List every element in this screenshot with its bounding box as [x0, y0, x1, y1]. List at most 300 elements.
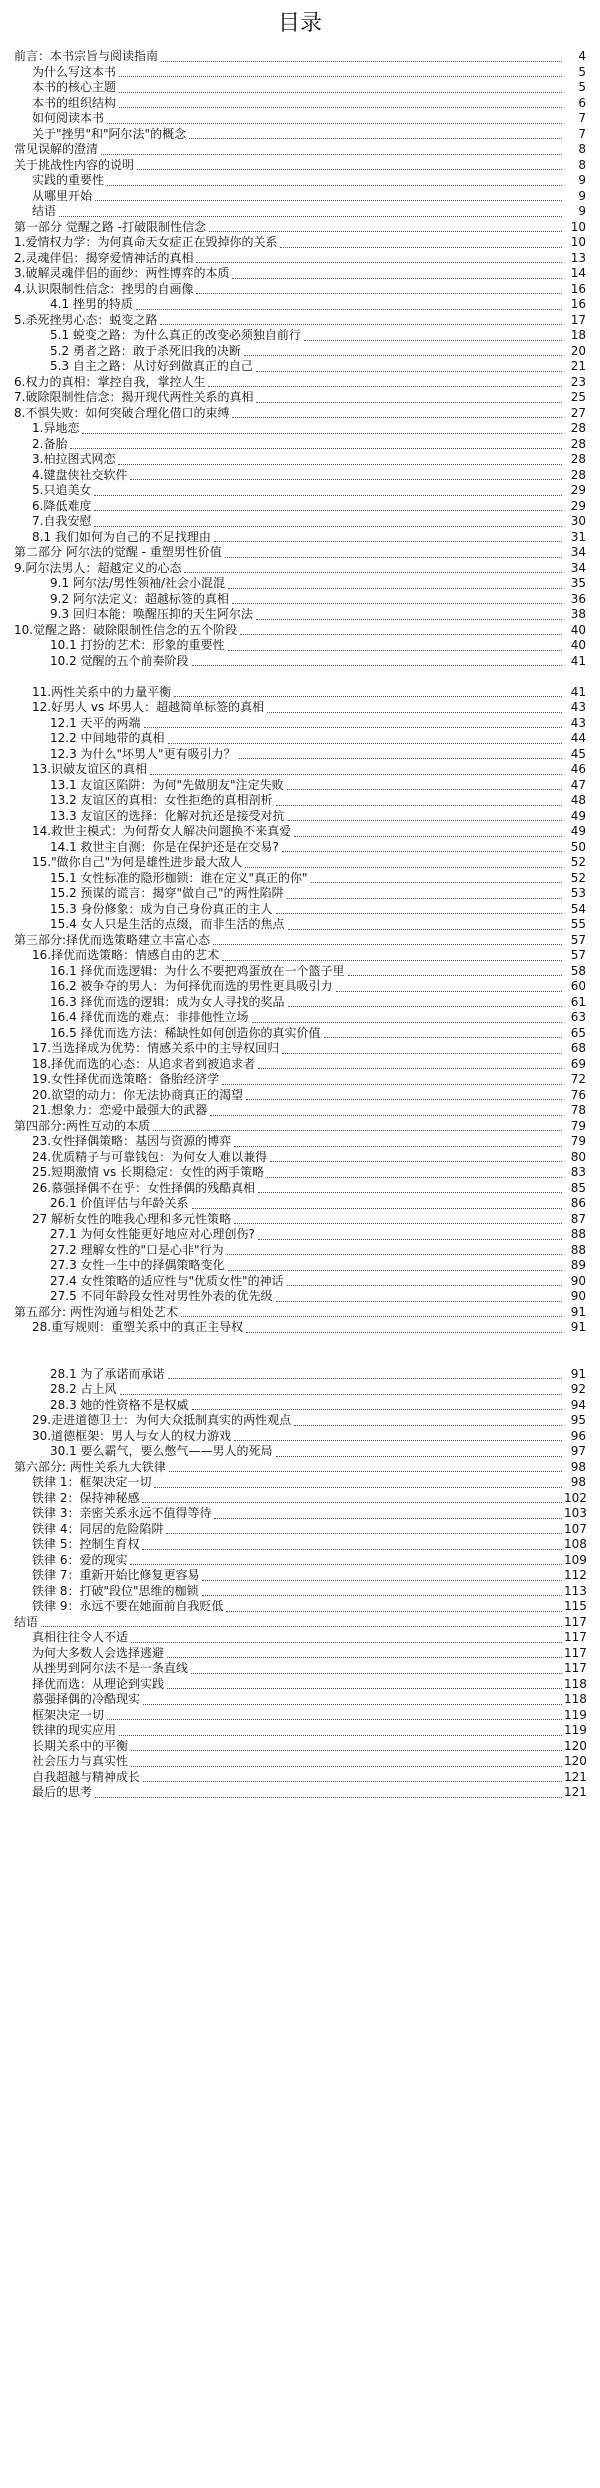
toc-entry-title: 16.1 择优而选逻辑：为什么不要把鸡蛋放在一个篮子里 — [50, 963, 345, 978]
toc-entry-title: 27.2 理解女性的"口是心非"行为 — [50, 1242, 224, 1257]
dot-leader — [256, 619, 562, 620]
toc-entry[interactable] — [0, 452, 600, 468]
dot-leader — [304, 340, 562, 341]
toc-entry-title: 7.自我安慰 — [32, 514, 92, 528]
toc-entry-title: 自我超越与精神成长 — [32, 1769, 141, 1784]
dot-leader — [226, 1611, 562, 1612]
toc-entry[interactable] — [0, 328, 600, 344]
toc-entry[interactable] — [0, 235, 600, 251]
toc-entry[interactable] — [0, 1661, 600, 1677]
toc-entry[interactable] — [0, 1320, 600, 1336]
toc-entry[interactable] — [0, 1739, 600, 1755]
toc-entry[interactable] — [0, 173, 600, 189]
toc-entry[interactable] — [0, 251, 600, 267]
toc-entry[interactable] — [0, 158, 600, 174]
toc-entry[interactable] — [0, 1584, 600, 1600]
toc-entry-title: 6.降低难度 — [32, 498, 92, 513]
toc-entry-title: 前言：本书宗旨与阅读指南 — [14, 49, 159, 63]
toc-entry-title: 1.异地恋 — [32, 421, 80, 435]
toc-entry-title: 12.3 为什么"坏男人"更有吸引力？ — [50, 746, 236, 761]
dot-leader — [41, 1626, 562, 1627]
dot-leader — [181, 1316, 562, 1317]
toc-entry[interactable] — [0, 49, 600, 65]
toc-entry[interactable] — [0, 1057, 600, 1073]
toc-entry-page: 9 — [578, 188, 586, 203]
toc-entry-page: 109 — [564, 1552, 587, 1567]
toc-entry-page: 43 — [570, 700, 586, 714]
dot-leader — [276, 1456, 562, 1457]
toc-entry-page: 35 — [570, 576, 586, 590]
toc-entry-page: 117 — [564, 1645, 587, 1660]
toc-entry-title: 15."做你自己"为何是雄性进步最大敌人 — [32, 855, 243, 869]
toc-entry[interactable] — [0, 809, 600, 825]
toc-entry-title: 10.2 觉醒的五个前奏阶段 — [50, 653, 189, 668]
toc-entry-title: 结语 — [32, 204, 57, 218]
toc-entry-title: 结语 — [14, 1614, 39, 1629]
dot-leader — [94, 510, 562, 511]
toc-entry[interactable] — [0, 731, 600, 747]
toc-entry[interactable] — [0, 855, 600, 871]
toc-entry-page: 88 — [570, 1242, 586, 1257]
toc-entry[interactable] — [0, 359, 600, 375]
dot-leader — [118, 464, 562, 465]
dot-leader — [214, 1518, 562, 1519]
toc-entry[interactable] — [0, 530, 600, 546]
toc-entry[interactable] — [0, 1119, 600, 1135]
toc-entry-page: 52 — [570, 855, 586, 869]
toc-entry[interactable] — [0, 824, 600, 840]
toc-entry[interactable] — [0, 1646, 600, 1662]
dot-leader — [246, 1332, 562, 1333]
toc-entry[interactable] — [0, 1770, 600, 1786]
blank-row — [0, 1351, 600, 1367]
dot-leader — [202, 1595, 563, 1596]
toc-entry[interactable] — [0, 638, 600, 654]
toc-entry[interactable] — [0, 1026, 600, 1042]
toc-entry[interactable] — [0, 406, 600, 422]
toc-entry-title: 15.2 预谋的谎言：揭穿"做自己"的两性陷阱 — [50, 886, 284, 900]
toc-entry-page: 65 — [570, 1025, 586, 1040]
toc-entry[interactable] — [0, 1708, 600, 1724]
toc-entry-title: 铁律的现实应用 — [32, 1723, 117, 1737]
toc-entry[interactable] — [0, 871, 600, 887]
dot-leader — [234, 1146, 562, 1147]
toc-entry[interactable] — [0, 127, 600, 143]
toc-entry[interactable] — [0, 886, 600, 902]
toc-entry[interactable] — [0, 1429, 600, 1445]
toc-entry[interactable] — [0, 1243, 600, 1259]
dot-leader — [287, 1285, 562, 1286]
toc-entry[interactable] — [0, 1165, 600, 1181]
toc-entry-title: 本书的核心主题 — [32, 80, 117, 94]
toc-entry[interactable] — [0, 1568, 600, 1584]
blank-row — [0, 1336, 600, 1352]
dot-leader — [167, 1657, 562, 1658]
toc-entry[interactable] — [0, 266, 600, 282]
dot-leader — [95, 1797, 562, 1798]
dot-leader — [142, 1502, 562, 1503]
toc-entry-title: 12.好男人 vs 坏男人：超越简单标签的真相 — [32, 700, 265, 714]
toc-entry[interactable] — [0, 545, 600, 561]
dot-leader — [94, 526, 562, 527]
toc-entry-page: 20 — [570, 343, 586, 358]
toc-entry-title: 13.1 友谊区陷阱：为何"先做朋友"注定失败 — [50, 777, 284, 792]
toc-entry-title: 为什么写这本书 — [32, 64, 117, 79]
toc-entry-page: 16 — [570, 297, 586, 311]
toc-entry-page: 91 — [570, 1320, 586, 1334]
toc-entry-title: 铁律 5：控制生育权 — [32, 1537, 140, 1551]
toc-entry-page: 90 — [570, 1273, 586, 1288]
toc-entry-title: 11.两性关系中的力量平衡 — [32, 684, 172, 699]
dot-leader — [154, 1487, 562, 1488]
toc-entry[interactable] — [0, 468, 600, 484]
toc-entry[interactable] — [0, 344, 600, 360]
toc-entry[interactable] — [0, 80, 600, 96]
toc-entry-page: 28 — [570, 421, 586, 435]
toc-entry[interactable] — [0, 623, 600, 639]
dot-leader — [95, 200, 562, 201]
toc-entry-title: 铁律 6：爱的现实 — [32, 1552, 128, 1567]
dot-leader — [174, 696, 562, 697]
toc-entry-page: 115 — [564, 1599, 587, 1613]
toc-entry-title: 27.1 为何女性能更好地应对心理创伤? — [50, 1227, 255, 1241]
toc-entry-page: 90 — [570, 1289, 586, 1303]
toc-entry[interactable] — [0, 576, 600, 592]
toc-entry[interactable] — [0, 297, 600, 313]
toc-entry-page: 87 — [570, 1211, 586, 1226]
toc-entry-title: 从挫男到阿尔法不是一条直线 — [32, 1661, 189, 1675]
toc-entry-page: 119 — [564, 1723, 587, 1737]
toc-entry[interactable] — [0, 964, 600, 980]
dot-leader — [184, 572, 562, 573]
dot-leader — [239, 758, 562, 759]
toc-entry[interactable] — [0, 1599, 600, 1615]
toc-entry[interactable] — [0, 1134, 600, 1150]
toc-entry-page: 7 — [578, 126, 586, 141]
toc-entry-page: 79 — [570, 1134, 586, 1148]
toc-entry-title: 29.走进道德卫士：为何大众抵制真实的两性观点 — [32, 1413, 292, 1427]
toc-entry[interactable] — [0, 592, 600, 608]
dot-leader — [214, 541, 562, 542]
toc-entry-page: 53 — [570, 886, 586, 900]
toc-entry[interactable] — [0, 995, 600, 1011]
toc-entry-title: 4.键盘侠社交软件 — [32, 467, 128, 482]
toc-entry-page: 18 — [570, 328, 586, 342]
dot-leader — [258, 1192, 562, 1193]
toc-entry-page: 40 — [570, 638, 586, 652]
dot-leader — [153, 1130, 562, 1131]
dot-leader — [136, 309, 562, 310]
toc-entry-title: 9.3 回归本能：唤醒压抑的天生阿尔法 — [50, 607, 253, 621]
toc-entry[interactable] — [0, 654, 600, 670]
toc-entry[interactable] — [0, 1072, 600, 1088]
toc-entry-title: 1.爱情权力学：为何真命天女症正在毁掉你的关系 — [14, 235, 278, 249]
toc-entry-page: 10 — [570, 219, 586, 234]
toc-entry[interactable] — [0, 65, 600, 81]
toc-entry[interactable] — [0, 1522, 600, 1538]
toc-entry-page: 6 — [578, 95, 586, 110]
toc-entry[interactable] — [0, 514, 600, 530]
toc-entry-page: 107 — [564, 1521, 587, 1536]
dot-leader — [225, 557, 562, 558]
toc-entry[interactable] — [0, 220, 600, 236]
toc-entry-page: 89 — [570, 1258, 586, 1272]
toc-entry-title: 16.2 被争夺的男人：为何择优而选的男性更具吸引力 — [50, 979, 333, 993]
toc-entry[interactable] — [0, 1506, 600, 1522]
toc-entry[interactable] — [0, 561, 600, 577]
dot-leader — [120, 1394, 562, 1395]
toc-entry[interactable] — [0, 1630, 600, 1646]
toc-entry-page: 9 — [578, 204, 586, 218]
toc-entry-title: 28.重写规则：重塑关系中的真正主导权 — [32, 1320, 244, 1334]
toc-entry[interactable] — [0, 902, 600, 918]
toc-entry[interactable] — [0, 1041, 600, 1057]
toc-entry[interactable] — [0, 1537, 600, 1553]
toc-entry[interactable] — [0, 189, 600, 205]
toc-entry-page: 34 — [570, 545, 586, 559]
dot-leader — [240, 634, 562, 635]
toc-entry[interactable] — [0, 421, 600, 437]
toc-entry[interactable] — [0, 483, 600, 499]
toc-entry-page: 47 — [570, 777, 586, 792]
toc-entry[interactable] — [0, 607, 600, 623]
dot-leader — [59, 216, 562, 217]
dot-leader — [252, 1022, 562, 1023]
toc-entry-page: 120 — [564, 1754, 587, 1768]
toc-entry-page: 98 — [570, 1459, 586, 1474]
toc-entry[interactable] — [0, 1382, 600, 1398]
toc-entry[interactable] — [0, 1754, 600, 1770]
dot-leader — [210, 1115, 562, 1116]
toc-entry-page: 69 — [570, 1056, 586, 1071]
toc-entry-page: 34 — [570, 560, 586, 575]
toc-entry-title: 实践的重要性 — [32, 173, 105, 187]
toc-entry[interactable] — [0, 1692, 600, 1708]
toc-entry[interactable] — [0, 1258, 600, 1274]
toc-entry-page: 46 — [570, 762, 586, 776]
toc-entry-title: 2.备胎 — [32, 436, 68, 451]
toc-entry-title: 第二部分 阿尔法的觉醒 - 重塑男性价值 — [14, 545, 222, 559]
toc-entry[interactable] — [0, 685, 600, 701]
toc-entry-title: 5.1 蜕变之路：为什么真正的改变必须独自前行 — [50, 328, 301, 342]
toc-entry-title: 最后的思考 — [32, 1785, 93, 1799]
toc-entry-page: 27 — [570, 405, 586, 420]
toc-entry[interactable] — [0, 96, 600, 112]
dot-leader — [107, 123, 562, 124]
toc-entry-title: 8.不惧失败：如何突破合理化借口的束缚 — [14, 405, 230, 420]
toc-entry-title: 13.3 友谊区的选择：化解对抗还是接受对抗 — [50, 808, 285, 823]
toc-entry-title: 16.5 择优而选方法：稀缺性如何创造你的真实价值 — [50, 1025, 321, 1040]
blank-row — [0, 669, 600, 685]
toc-entry-page: 54 — [570, 901, 586, 916]
dot-leader — [258, 1068, 562, 1069]
toc-entry-page: 49 — [570, 824, 586, 838]
toc-entry[interactable] — [0, 1398, 600, 1414]
dot-leader — [282, 851, 562, 852]
toc-entry[interactable] — [0, 1785, 600, 1801]
dot-leader — [294, 1425, 562, 1426]
toc-entry[interactable] — [0, 948, 600, 964]
dot-leader — [169, 1471, 562, 1472]
dot-leader — [267, 712, 562, 713]
toc-entry-title: 15.1 女性标准的隐形枷锁：谁在定义"真正的你" — [50, 870, 308, 885]
dot-leader — [119, 76, 562, 77]
toc-entry-page: 43 — [570, 715, 586, 730]
toc-entry[interactable] — [0, 1413, 600, 1429]
toc-entry[interactable] — [0, 1491, 600, 1507]
toc-entry[interactable] — [0, 1103, 600, 1119]
toc-entry-page: 91 — [570, 1304, 586, 1319]
dot-leader — [131, 1750, 562, 1751]
toc-entry[interactable] — [0, 1274, 600, 1290]
dot-leader — [167, 1688, 562, 1689]
toc-entry-title: 慕强择偶的冷酷现实 — [32, 1692, 141, 1706]
dot-leader — [213, 944, 562, 945]
toc-entry[interactable] — [0, 793, 600, 809]
toc-entry-page: 17 — [570, 312, 586, 327]
toc-entry[interactable] — [0, 979, 600, 995]
toc-entry-page: 16 — [570, 281, 586, 296]
toc-entry[interactable] — [0, 111, 600, 127]
toc-entry-title: 13.识破友谊区的真相 — [32, 762, 148, 776]
dot-leader — [245, 867, 562, 868]
toc-entry-page: 95 — [570, 1413, 586, 1427]
toc-entry[interactable] — [0, 1475, 600, 1491]
toc-entry[interactable] — [0, 1150, 600, 1166]
toc-entry[interactable] — [0, 747, 600, 763]
toc-entry[interactable] — [0, 917, 600, 933]
dot-leader — [192, 1208, 562, 1209]
dot-leader — [276, 805, 562, 806]
toc-entry[interactable] — [0, 933, 600, 949]
toc-entry[interactable] — [0, 716, 600, 732]
toc-entry[interactable] — [0, 1723, 600, 1739]
toc-entry[interactable] — [0, 1444, 600, 1460]
toc-entry-title: 4.认识限制性信念：挫男的自画像 — [14, 281, 194, 296]
toc-entry-title: 从哪里开始 — [32, 188, 93, 203]
toc-entry-page: 21 — [570, 359, 586, 373]
toc-entry-page: 88 — [570, 1227, 586, 1241]
dot-leader — [189, 138, 562, 139]
dot-leader — [232, 417, 562, 418]
toc-entry-title: 5.3 自主之路：从讨好到做真正的自己 — [50, 359, 253, 373]
toc-entry[interactable] — [0, 762, 600, 778]
toc-entry[interactable] — [0, 499, 600, 515]
dot-leader — [191, 1673, 562, 1674]
toc-entry-page: 119 — [564, 1707, 587, 1722]
toc-entry[interactable] — [0, 1227, 600, 1243]
toc-entry-page: 31 — [570, 529, 586, 544]
toc-entry[interactable] — [0, 437, 600, 453]
dot-leader — [107, 185, 562, 186]
dot-leader — [232, 278, 562, 279]
dot-leader — [137, 169, 562, 170]
toc-entry-page: 92 — [570, 1382, 586, 1396]
toc-entry-page: 117 — [564, 1614, 587, 1629]
toc-entry[interactable] — [0, 313, 600, 329]
toc-entry-page: 68 — [570, 1041, 586, 1055]
toc-entry-page: 83 — [570, 1165, 586, 1179]
toc-entry-title: 9.2 阿尔法定义：超越标签的真相 — [50, 591, 229, 606]
toc-entry[interactable] — [0, 1553, 600, 1569]
toc-entry-page: 85 — [570, 1180, 586, 1195]
toc-entry-title: 23.女性择偶策略：基因与资源的博弈 — [32, 1134, 232, 1148]
toc-entry-page: 40 — [570, 622, 586, 637]
toc-entry-title: 24.优质精子与可靠钱包：为何女人难以兼得 — [32, 1149, 268, 1164]
dot-leader — [287, 898, 562, 899]
toc-entry-page: 5 — [578, 64, 586, 79]
toc-entry[interactable] — [0, 1181, 600, 1197]
dot-leader — [270, 1161, 562, 1162]
dot-leader — [234, 1223, 562, 1224]
toc-entry-page: 50 — [570, 839, 586, 854]
dot-leader — [276, 1301, 562, 1302]
toc-entry[interactable] — [0, 1196, 600, 1212]
dot-leader — [196, 293, 562, 294]
toc-entry[interactable] — [0, 204, 600, 220]
toc-entry[interactable] — [0, 778, 600, 794]
toc-entry[interactable] — [0, 1212, 600, 1228]
dot-leader — [311, 882, 562, 883]
toc-entry[interactable] — [0, 390, 600, 406]
dot-leader — [209, 231, 562, 232]
dot-leader — [258, 1239, 562, 1240]
toc-entry-page: 118 — [564, 1692, 587, 1706]
toc-entry[interactable] — [0, 1305, 600, 1321]
toc-entry[interactable] — [0, 1367, 600, 1383]
dot-leader — [282, 1053, 562, 1054]
toc-entry-title: 第五部分: 两性沟通与相处艺术 — [14, 1304, 178, 1319]
dot-leader — [348, 975, 562, 976]
dot-leader — [246, 1099, 562, 1100]
toc-entry-title: 25.短期激情 vs 长期稳定：女性的两手策略 — [32, 1165, 265, 1179]
dot-leader — [208, 386, 562, 387]
toc-entry-title: 27.4 女性策略的适应性与"优质女性"的神话 — [50, 1273, 284, 1288]
toc-entry[interactable] — [0, 1677, 600, 1693]
toc-entry-page: 49 — [570, 808, 586, 823]
toc-entry[interactable] — [0, 1289, 600, 1305]
dot-leader — [131, 1766, 562, 1767]
dot-leader — [222, 1084, 562, 1085]
dot-leader — [287, 789, 562, 790]
toc-entry-page: 29 — [570, 483, 586, 497]
toc-entry[interactable] — [0, 1088, 600, 1104]
toc-entry[interactable] — [0, 375, 600, 391]
toc-entry-page: 55 — [570, 917, 586, 931]
dot-leader — [222, 960, 562, 961]
toc-entry-title: 13.2 友谊区的真相：女性拒绝的真相剖析 — [50, 793, 273, 807]
toc-entry[interactable] — [0, 1615, 600, 1631]
toc-entry[interactable] — [0, 840, 600, 856]
toc-entry-page: 103 — [564, 1506, 587, 1520]
dot-leader — [288, 820, 562, 821]
toc-entry[interactable] — [0, 700, 600, 716]
toc-entry-page: 4 — [578, 49, 586, 63]
toc-entry[interactable] — [0, 1010, 600, 1026]
toc-entry-page: 113 — [564, 1583, 587, 1598]
toc-entry-title: 为何大多数人会选择逃避 — [32, 1645, 165, 1660]
dot-leader — [336, 991, 562, 992]
toc-entry-page: 9 — [578, 173, 586, 187]
toc-entry[interactable] — [0, 1460, 600, 1476]
toc-entry-title: 30.道德框架：男人与女人的权力游戏 — [32, 1428, 232, 1443]
toc-entry-title: 长期关系中的平衡 — [32, 1738, 129, 1753]
toc-entry-page: 86 — [570, 1196, 586, 1210]
toc-entry[interactable] — [0, 142, 600, 158]
toc-entry-title: 4.1 挫男的特质 — [50, 297, 133, 311]
toc-entry-title: 18.择优而选的心态：从追求者到被追求者 — [32, 1056, 256, 1071]
toc-entry[interactable] — [0, 282, 600, 298]
